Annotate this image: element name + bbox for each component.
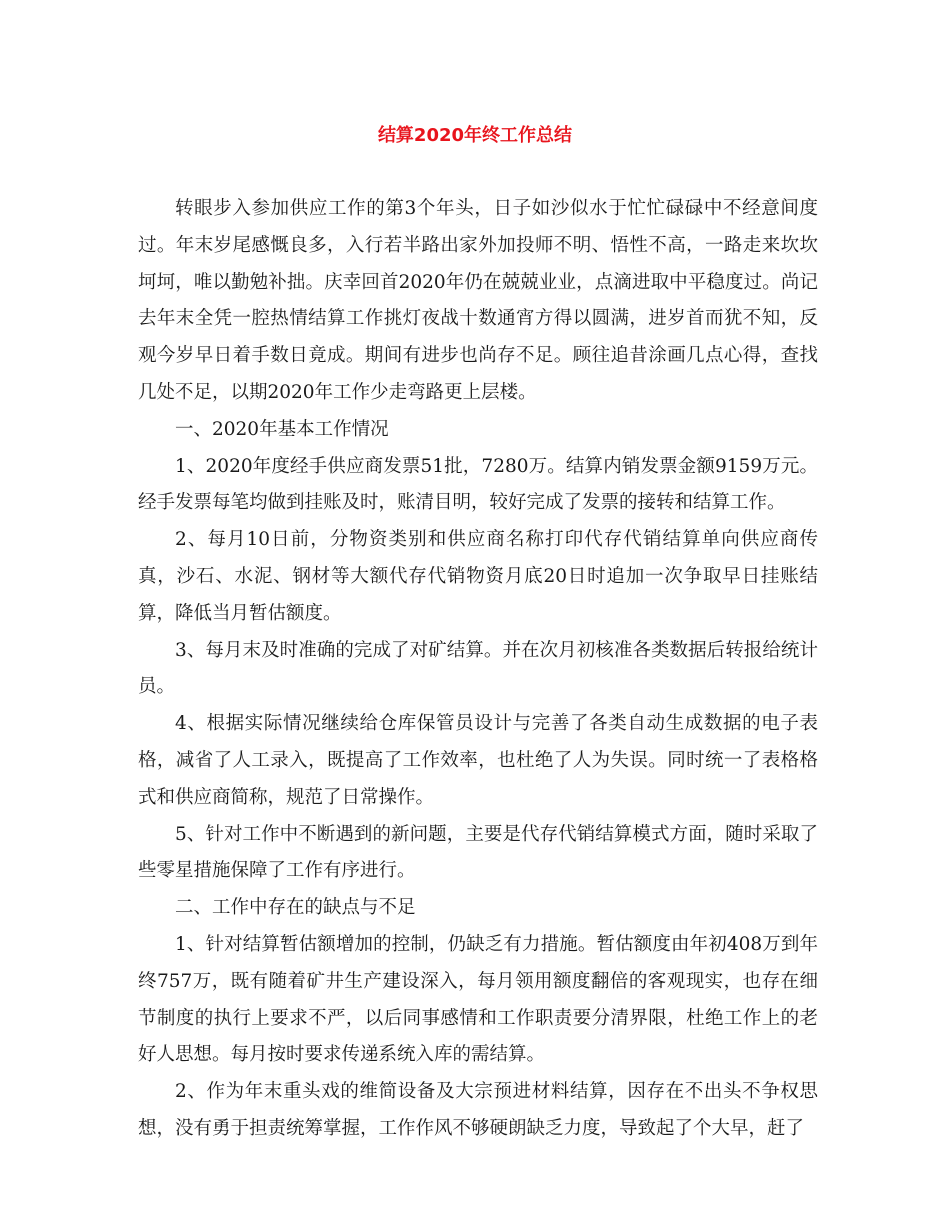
- paragraph-item-1: 1、2020年度经手供应商发票51批，7280万。结算内销发票金额9159万元。经手发票每笔均做到挂账及时，账清目明，较好完成了发票的接转和结算工作。: [138, 455, 818, 514]
- paragraph-item-3: 3、每月末及时准确的完成了对矿结算。并在次月初核准各类数据后转报给统计员。: [138, 639, 818, 698]
- paragraph-shortcoming-2: 2、作为年末重头戏的维简设备及大宗预进材料结算，因存在不出头不争权思想，没有勇于担责统筹掌握，工作作风不够硬朗缺乏力度，导致起了个大早，赶了: [138, 1081, 818, 1139]
- section-heading-2: 二、工作中存在的缺点与不足: [175, 897, 416, 919]
- paragraph-item-5: 5、针对工作中不断遇到的新问题，主要是代存代销结算模式方面，随时采取了些零星措施保障了工作有序进行。: [138, 823, 818, 882]
- document-body: [138, 191, 818, 1148]
- paragraph-item-4: 4、根据实际情况继续给仓库保管员设计与完善了各类自动生成数据的电子表格，减省了人工录入，既提高了工作效率，也杜绝了人为失误。同时统一了表格格式和供应商简称，规范了日常操作。: [138, 713, 818, 808]
- paragraph-intro: 转眼步入参加供应工作的第3个年头，日子如沙似水于忙忙碌碌中不经意间度过。年末岁尾感慨良多，入行若半路出家外加投师不明、悟性不高，一路走来坎坎坷坷，唯以勤勉补拙。庆幸回首2020年仍在兢兢业业，点滴进取中平稳度过。尚记去年末全凭一腔热情结算工作挑灯夜战十数通宵方得以圆满，进岁首而犹不知，反观今岁早日着手数日竟成。期间有进步也尚存不足。顾往追昔涂画几点心得，查找几处不足，以期2020年工作少走弯路更上层楼。: [138, 198, 818, 403]
- paragraph-shortcoming-1: 1、针对结算暂估额增加的控制，仍缺乏有力措施。暂估额度由年初408万到年终757万，既有随着矿井生产建设深入，每月领用额度翻倍的客观现实，也存在细节制度的执行上要求不严，以后同事感情和工作职责要分清界限，杜绝工作上的老好人思想。每月按时要求传递系统入库的需结算。: [138, 933, 818, 1066]
- document-title: 结算2020年终工作总结: [377, 125, 573, 146]
- paragraph-item-2: 2、每月10日前，分物资类别和供应商名称打印代存代销结算单向供应商传真，沙石、水泥、钢材等大额代存代销物资月底20日时追加一次争取早日挂账结算，降低当月暂估额度。: [138, 529, 818, 624]
- section-heading-1: 一、2020年基本工作情况: [175, 418, 389, 440]
